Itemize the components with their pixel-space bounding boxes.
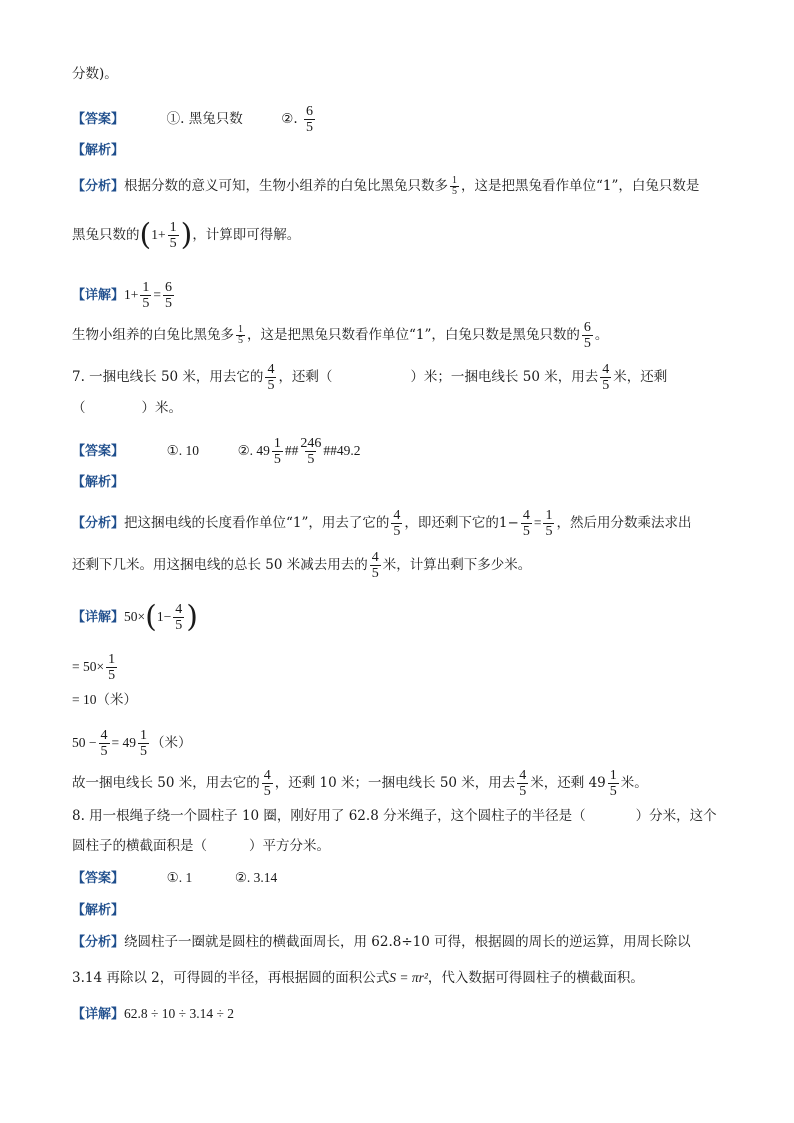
q7-fenxi-line1: [72, 508, 691, 539]
q7-detail-line1: 【详解】50×(1− $\frac{4}{5}$ ): [72, 599, 198, 635]
equals: =: [153, 287, 162, 302]
text: 黑兔只数的: [72, 227, 140, 243]
fraction: $\frac{1}{5}$: [545, 508, 553, 539]
fraction: $\frac{1}{5}$: [452, 175, 458, 197]
expr: = 49: [111, 735, 136, 750]
fraction: $\frac{1}{5}$: [273, 436, 281, 467]
answer-1: ①. 10: [166, 443, 199, 458]
answer-2: ②. 49: [237, 443, 270, 458]
q8-answer-line: [72, 868, 277, 889]
q8-fenxi-line2: [72, 968, 644, 988]
q7-conclusion: [72, 768, 648, 799]
fraction: $\frac{4}{5}$: [393, 508, 401, 539]
q7-analysis-tag: [72, 472, 124, 493]
q7-detail-line4: [72, 728, 192, 759]
answer-tag: 【答案】: [72, 112, 125, 127]
expr: 1+: [151, 227, 166, 242]
analysis-tag: 【解析】: [72, 143, 125, 158]
text: ，计算即可得解。: [192, 227, 301, 243]
text: 根据分数的意义可知，生物小组养的白兔比黑兔只数多: [124, 178, 449, 194]
q8-fenxi-line1: [72, 932, 691, 953]
separator: ##49.2: [323, 443, 361, 458]
fraction: $\frac{1}{5}$: [169, 220, 177, 251]
fraction: $\frac{4}{5}$: [175, 602, 183, 633]
text: ，代入数据可得圆柱子的横截面积。: [427, 970, 644, 986]
q6-fenxi-line2: 黑兔只数的(1+ $\frac{1}{5}$ )，计算即可得解。: [72, 217, 301, 253]
text: 故一捆电线长 50 米，用去它的: [72, 775, 260, 791]
fenxi-tag: 【分析】: [72, 179, 125, 194]
expr: = 10（米）: [72, 692, 137, 707]
text: 米，还剩 49: [530, 775, 606, 791]
text: ，还剩 10 米；一捆电线长 50 米，用去: [274, 775, 516, 791]
text: ，即还剩下它的1−: [404, 515, 519, 531]
text: 7. 一捆电线长 50 米，用去它的: [72, 369, 264, 385]
q7-answer-line: [72, 436, 361, 467]
unit: （米）: [151, 735, 192, 751]
q6-fenxi-line1: [72, 176, 699, 197]
fraction: $\frac{1}{5}$: [238, 324, 243, 346]
q7-stem-line1: [72, 362, 667, 393]
text: 8. 用一根绳子绕一个圆柱子 10 圈，刚好用了 62.8 分米绳子，这个圆柱子的半径是（: [72, 808, 586, 824]
fraction: $\frac{4}{5}$: [267, 362, 275, 393]
text: 分数)。: [72, 66, 118, 82]
fraction: $\frac{4}{5}$: [519, 768, 527, 799]
text: ）米。: [141, 400, 182, 416]
fenxi-tag: 【分析】: [72, 935, 125, 950]
answer-2: ②.: [281, 111, 298, 127]
area-formula: S = πr²: [389, 970, 428, 985]
q6-conclusion: [72, 320, 608, 351]
fraction: $\frac{6}{5}$: [306, 104, 313, 135]
q7-detail-line3: [72, 690, 137, 710]
expr: = 50×: [72, 659, 105, 674]
separator: ##: [284, 443, 299, 458]
fraction: $\frac{6}{5}$: [165, 280, 173, 311]
q8-stem-line1: [72, 806, 717, 826]
text: ）平方分米。: [249, 838, 330, 854]
detail-tag: 【详解】: [72, 610, 125, 625]
detail-tag: 【详解】: [72, 288, 125, 303]
fraction: $\frac{4}{5}$: [602, 362, 610, 393]
expr: 50×: [124, 609, 146, 624]
expr: 50 −: [72, 735, 97, 750]
analysis-tag: 【解析】: [72, 903, 125, 918]
text: ，这是把黑兔只数看作单位“1”，白兔只数是黑兔只数的: [247, 327, 580, 343]
text: 米，还剩: [613, 369, 668, 385]
text: 米，计算出剩下多少米。: [382, 557, 532, 573]
equals: =: [533, 515, 542, 530]
text: （: [72, 400, 86, 416]
text: ，还剩（: [278, 369, 333, 385]
fraction: $\frac{246}{5}$: [300, 436, 322, 467]
q6-answer-line: [72, 104, 317, 135]
expr: 62.8 ÷ 10 ÷ 3.14 ÷ 2: [124, 1006, 234, 1021]
text: 3.14 再除以 2，可得圆的半径，再根据圆的面积公式: [72, 970, 390, 986]
text: 。: [594, 327, 609, 343]
expr: 1+: [124, 287, 139, 302]
fraction: $\frac{1}{5}$: [108, 652, 116, 683]
fraction: $\frac{1}{5}$: [142, 280, 150, 311]
analysis-tag: 【解析】: [72, 475, 125, 490]
text: ）分米，这个: [635, 808, 717, 824]
q8-analysis-tag: [72, 900, 124, 921]
fraction: $\frac{4}{5}$: [100, 728, 108, 759]
fraction: $\frac{4}{5}$: [371, 550, 379, 581]
text: 米。: [620, 775, 648, 791]
q8-detail-line: [72, 1004, 234, 1025]
answer-1: ①. 1: [166, 870, 193, 885]
text: 把这捆电线的长度看作单位“1”，用去了它的: [124, 515, 390, 531]
text: ，这是把黑兔看作单位“1”，白兔只数是: [461, 178, 700, 194]
detail-tag: 【详解】: [72, 1007, 125, 1022]
q7-stem-line2: [72, 398, 182, 418]
text: 绕圆柱子一圈就是圆柱的横截面周长，用 62.8÷10 可得，根据圆的周长的逆运算，用周长除以: [124, 934, 691, 950]
text: ）米；一捆电线长 50 米，用去: [410, 369, 599, 385]
answer-tag: 【答案】: [72, 871, 125, 886]
fraction: $\frac{1}{5}$: [140, 728, 147, 759]
text: 还剩下几米。用这捆电线的总长 50 米减去用去的: [72, 557, 368, 573]
text: 生物小组养的白兔比黑兔多: [72, 327, 234, 343]
answer-tag: 【答案】: [72, 444, 125, 459]
paragraph-tail: [72, 64, 118, 84]
answer-1: ①. 黑兔只数: [166, 111, 243, 127]
text: ，然后用分数乘法求出: [556, 515, 692, 531]
text: 圆柱子的横截面积是（: [72, 838, 207, 854]
fenxi-tag: 【分析】: [72, 516, 125, 531]
fraction: $\frac{6}{5}$: [583, 320, 591, 351]
q6-detail-line: [72, 280, 176, 311]
q7-fenxi-line2: [72, 550, 531, 581]
q6-analysis-tag: [72, 140, 124, 161]
fraction: $\frac{4}{5}$: [522, 508, 530, 539]
fraction: $\frac{1}{5}$: [609, 768, 617, 799]
expr: 1−: [156, 609, 172, 624]
q7-detail-line2: [72, 652, 119, 683]
q8-stem-line2: [72, 836, 330, 856]
fraction: $\frac{4}{5}$: [263, 768, 271, 799]
answer-2: ②. 3.14: [234, 870, 278, 885]
